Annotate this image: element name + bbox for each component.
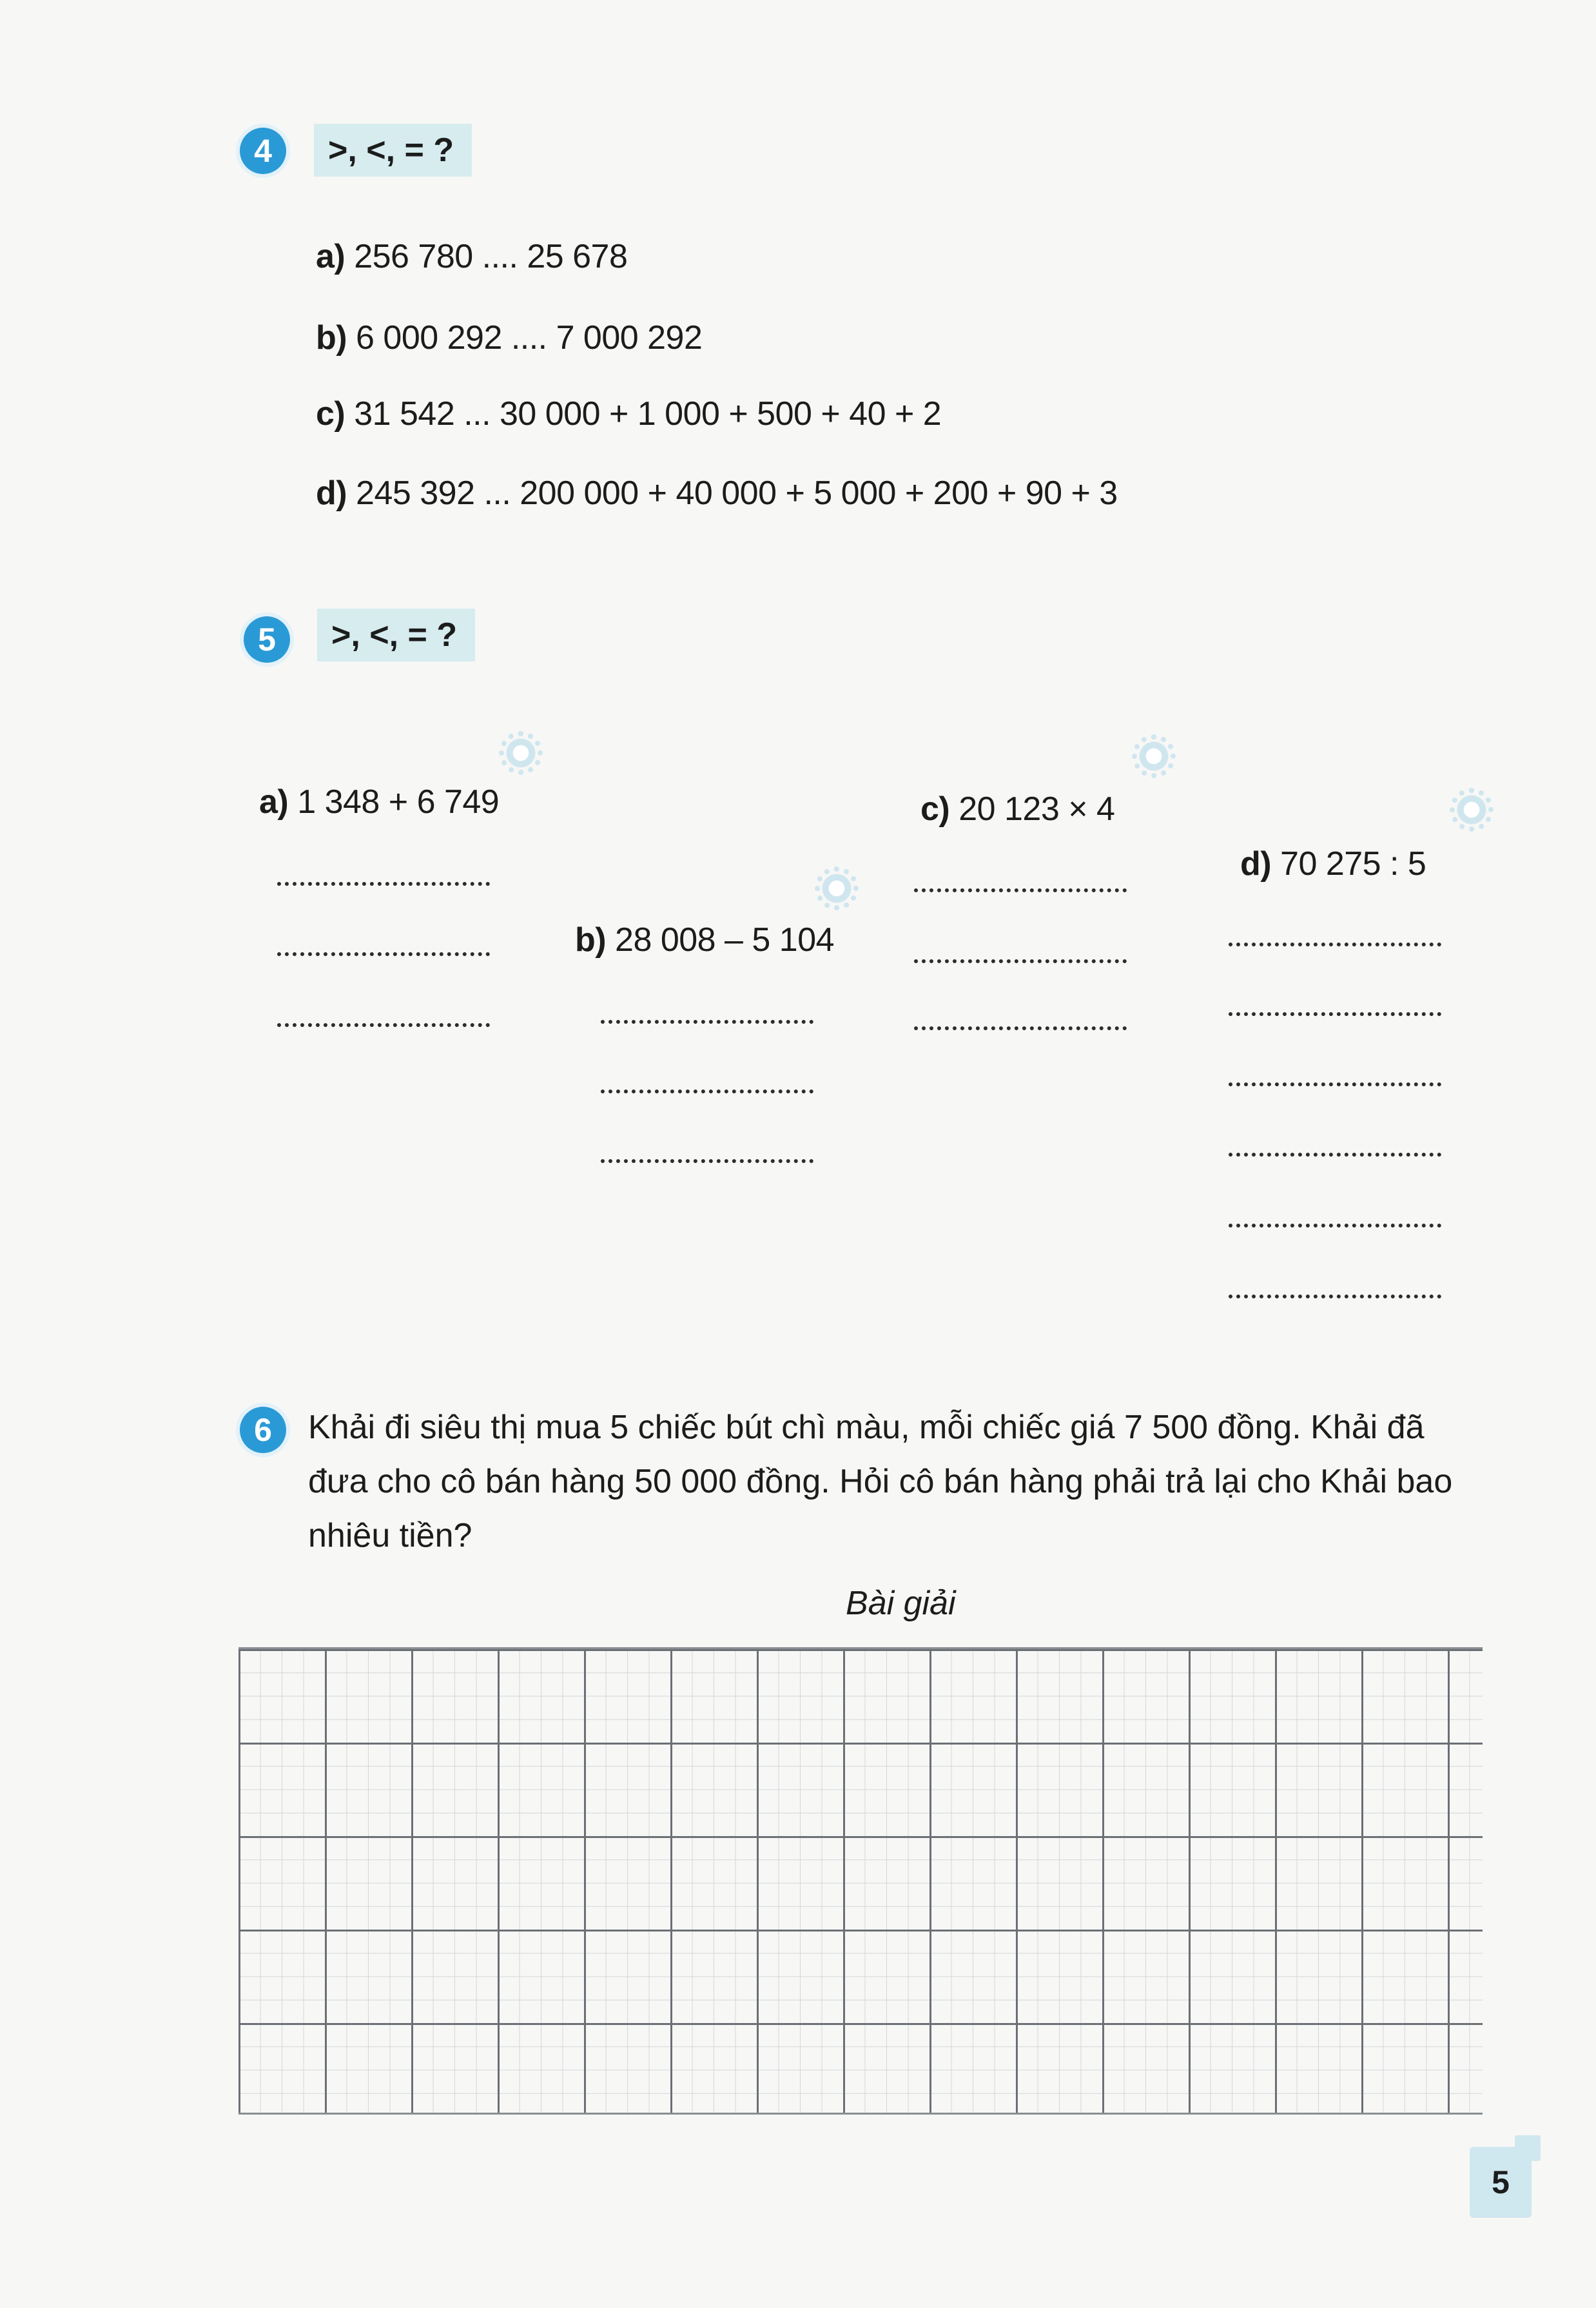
- exercise-5-item-a: [259, 783, 499, 821]
- answer-line[interactable]: [277, 882, 490, 886]
- item-label: a): [316, 238, 345, 275]
- exercise-5-item-d: [1240, 845, 1426, 883]
- decorative-gear-icon: [819, 870, 855, 906]
- item-label: b): [575, 921, 607, 959]
- answer-line[interactable]: [1229, 1224, 1441, 1227]
- exercise-4-prompt: >, <, = ?: [314, 124, 472, 177]
- exercise-4-number: 4: [240, 128, 286, 174]
- answer-line[interactable]: [277, 952, 490, 956]
- item-expression: 28 008 – 5 104: [615, 921, 835, 959]
- answer-line[interactable]: [1229, 1295, 1441, 1298]
- item-expression: 256 780 .... 25 678: [354, 238, 628, 275]
- answer-line[interactable]: [601, 1020, 813, 1024]
- answer-line[interactable]: [601, 1090, 813, 1093]
- answer-line[interactable]: [1229, 1153, 1441, 1157]
- decorative-gear-icon: [1136, 738, 1172, 774]
- item-label: b): [316, 319, 347, 357]
- exercise-4-item-d: [316, 474, 1118, 513]
- decorative-gear-icon: [503, 735, 539, 771]
- problem-line-1: Khải đi siêu thị mua 5 chiếc bút chì màu, mỗi chiếc giá 7 500 đồng. Khải đã: [308, 1409, 1425, 1446]
- answer-line[interactable]: [914, 888, 1127, 892]
- answer-line[interactable]: [277, 1023, 490, 1027]
- item-label: a): [259, 783, 289, 821]
- decorative-gear-icon: [1454, 792, 1490, 828]
- solution-grid[interactable]: [238, 1647, 1483, 2115]
- item-label: c): [316, 395, 345, 433]
- problem-line-3: nhiêu tiền?: [308, 1517, 472, 1554]
- solution-title: Bài giải: [846, 1585, 956, 1622]
- item-label: c): [920, 790, 950, 828]
- exercise-6-problem: [308, 1400, 1559, 1563]
- exercise-6-number: 6: [240, 1407, 286, 1453]
- item-label: d): [1240, 845, 1272, 883]
- item-expression: 6 000 292 .... 7 000 292: [356, 319, 703, 357]
- item-expression: 31 542 ... 30 000 + 1 000 + 500 + 40 + 2: [354, 395, 942, 433]
- item-expression: 20 123 × 4: [959, 790, 1115, 828]
- exercise-4-item-a: [316, 237, 627, 276]
- answer-line[interactable]: [601, 1159, 813, 1163]
- item-expression: 70 275 : 5: [1280, 845, 1426, 883]
- item-expression: 245 392 ... 200 000 + 40 000 + 5 000 + 200 + 90 + 3: [356, 474, 1118, 512]
- exercise-5-prompt: >, <, = ?: [317, 609, 475, 661]
- exercise-4-item-c: [316, 395, 941, 433]
- problem-line-2: đưa cho cô bán hàng 50 000 đồng. Hỏi cô bán hàng phải trả lại cho Khải bao: [308, 1463, 1453, 1500]
- item-expression: 1 348 + 6 749: [297, 783, 500, 821]
- answer-line[interactable]: [914, 959, 1127, 963]
- answer-line[interactable]: [1229, 943, 1441, 946]
- answer-line[interactable]: [1229, 1082, 1441, 1086]
- answer-line[interactable]: [914, 1026, 1127, 1030]
- exercise-4-item-b: [316, 318, 702, 357]
- item-label: d): [316, 474, 347, 512]
- exercise-5-item-b: [575, 921, 834, 959]
- page-number: 5: [1470, 2147, 1532, 2218]
- exercise-5-number: 5: [244, 616, 290, 663]
- exercise-5-item-c: [920, 790, 1114, 828]
- answer-line[interactable]: [1229, 1012, 1441, 1016]
